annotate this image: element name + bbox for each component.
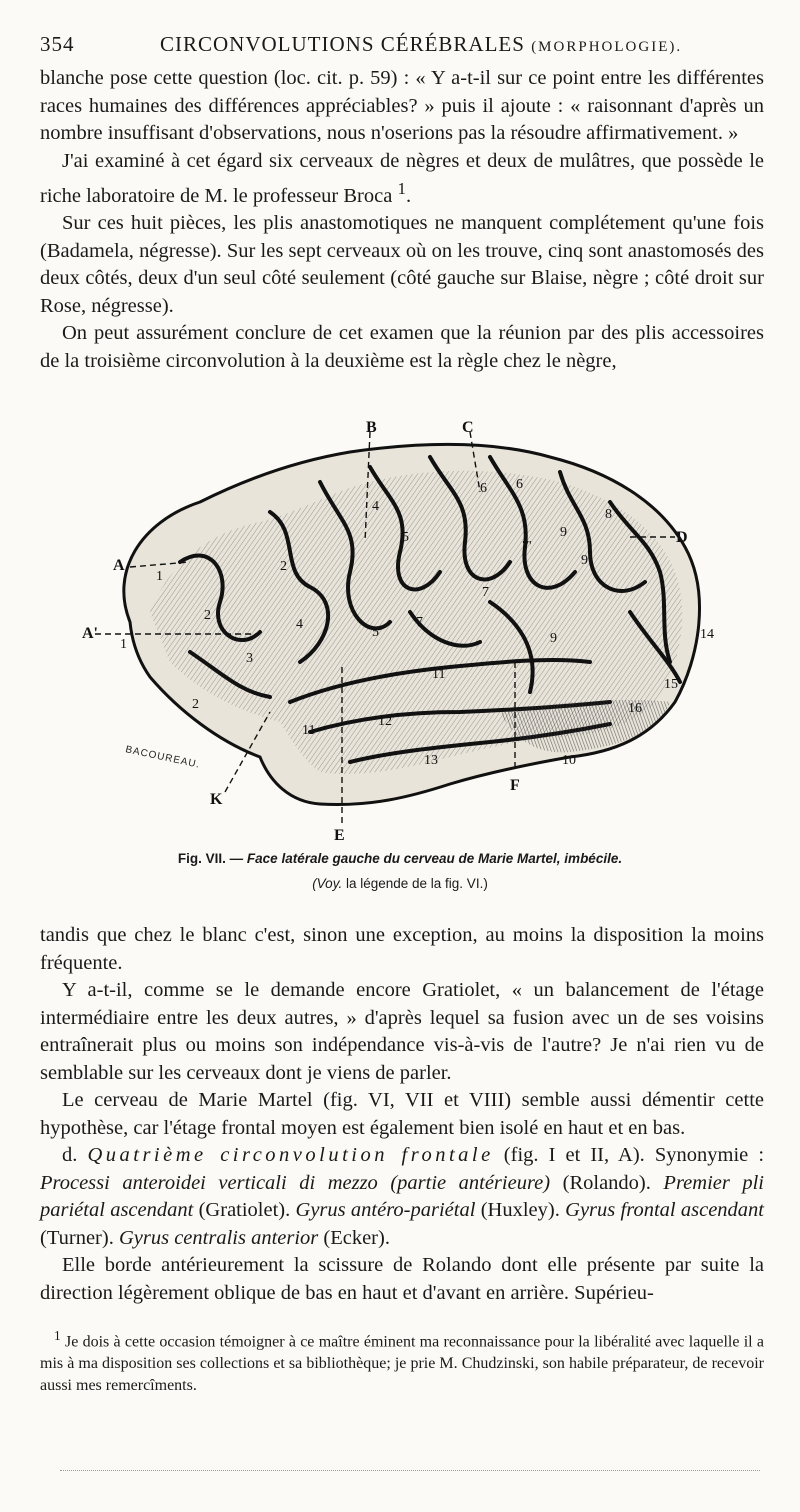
label-K: K (210, 791, 223, 808)
label-13: 13 (424, 753, 438, 768)
label-14: 14 (700, 627, 714, 642)
section-paragraph: d. Quatrième circonvolution frontale (fig. I et II, A). Synonymie : Processi anteroidei verticali di mezzo (partie antérieure) (Rolando). Premier pli pariétal ascendant (Gratiolet). Gyrus antéro-pariétal (Huxley). Gyrus frontal ascendant (Turner). Gyrus centralis anterior (Ecker). (40, 1144, 765, 1249)
label-B: B (366, 419, 377, 436)
brain-illustration (70, 412, 750, 842)
figure-caption-reference: (Voy. la légende de la fig. VI.) (312, 876, 488, 891)
label-9: 9 (581, 553, 588, 568)
label-A: A (113, 557, 125, 574)
label-2: 2 (280, 559, 287, 574)
footnote-marker: 1 (54, 1328, 61, 1343)
label-11: 11 (432, 667, 446, 682)
label-F: F (510, 777, 520, 794)
paragraph: tandis que chez le blanc c'est, sinon une exception, au moins la disposition la moins fréquente. (40, 924, 764, 974)
footnote: $^1$ Je dois à cette occasion témoigner à ce maître éminent ma reconnaissance pour la libéralité avec laquelle il a mis à ma disposition ses collections et sa bibliothèque; je prie M. Chudzinski, son habile préparateur, de recevoir aussi mes remercîments. (40, 1328, 765, 1395)
running-title: CIRCONVOLUTIONS CÉRÉBRALES (MORPHOLOGIE). (160, 32, 683, 56)
label-E: E (334, 827, 345, 842)
paragraph: Elle borde antérieurement la scissure de Rolando dont elle présente par suite la direction légèrement oblique de bas en haut et d'avant en arrière. Supérieu- (40, 1254, 764, 1304)
label-D: D (676, 529, 688, 546)
body-text-top (40, 65, 764, 375)
label-6: 6 (480, 481, 487, 496)
section-heading: Quatrième circonvolution frontale (87, 1144, 494, 1166)
label-16: 16 (628, 701, 642, 716)
paragraph: Le cerveau de Marie Martel (fig. VI, VII et VIII) semble aussi démentir cette hypothèse, car l'étage frontal moyen est également bien isolé en haut et en bas. (40, 1089, 764, 1139)
paragraph: Y a-t-il, comme se le demande encore Gratiolet, « un balancement de l'étage intermédiaire entre les deux autres, » d'après lequel sa fusion avec un de ses voisins entraînerait plus ou moins son indépendance vis-à-vis de l'autre? Je n'ai rien vu de semblable sur les cerveaux dont je viens de parler. (40, 979, 764, 1084)
label-4: 4 (372, 499, 379, 514)
caption-title: — Face latérale gauche du cerveau de Marie Martel, imbécile. (229, 851, 623, 866)
label-5: 5 (402, 530, 409, 545)
engraver-credit: BACOUREAU. (124, 744, 202, 771)
label-7: 7 (482, 585, 489, 600)
label-5: 5 (372, 625, 379, 640)
label-12: 12 (378, 714, 392, 729)
label-8: 8 (605, 507, 612, 522)
footer-rule (60, 1470, 760, 1473)
label-9: 9 (560, 525, 567, 540)
label-15: 15 (664, 677, 678, 692)
label-2: 2 (192, 697, 199, 712)
label-C: C (462, 419, 474, 436)
body-text-bottom (40, 922, 764, 1307)
label-9: 9 (550, 631, 557, 646)
label-2: 2 (204, 608, 211, 623)
label-1: 1 (120, 637, 127, 652)
paragraph: On peut assurément conclure de cet examen que la réunion par des plis accessoires de la troisième circonvolution à la deuxième est la règle chez le nègre, (40, 322, 764, 372)
paragraph: blanche pose cette question (loc. cit. p. 59) : « Y a-t-il sur ce point entre les différentes races humaines des différences appréciables? » puis il ajoute : « raisonnant d'après un nombre insuffisant d'observations, nous n'oserions pas la résoudre affirmativement. » (40, 67, 764, 144)
brain-figure (70, 412, 750, 842)
paragraph: Sur ces huit pièces, les plis anastomotiques ne manquent complétement qu'une fois (Badamela, négresse). Sur les sept cerveaux où on les trouve, cinq sont anastomosés des deux côtés, deux d'un seul côté seulement (côté gauche sur Blaise, nègre ; côté droit sur Rose, négresse). (40, 212, 764, 317)
label-3: 3 (246, 651, 253, 666)
label-4: 4 (296, 617, 303, 632)
label-A-prime: A' (82, 625, 98, 642)
label-7: 7 (416, 615, 423, 630)
page-number: 354 (40, 32, 75, 56)
paragraph: J'ai examiné à cet égard six cerveaux de nègres et deux de mulâtres, que possède le riche laboratoire de M. le professeur Broca $^1$. (40, 149, 764, 207)
label-7-prime: 7' (522, 539, 532, 554)
label-10: 10 (562, 753, 576, 768)
figure-caption: Fig. VII. — Face latérale gauche du cerveau de Marie Martel, imbécile. (177, 851, 623, 866)
footnote-ref: 1 (397, 179, 407, 198)
running-subtitle: (MORPHOLOGIE). (531, 39, 683, 55)
page-header (40, 30, 762, 62)
label-11: 11 (302, 723, 316, 738)
label-1: 1 (156, 569, 163, 584)
label-6: 6 (516, 477, 523, 492)
